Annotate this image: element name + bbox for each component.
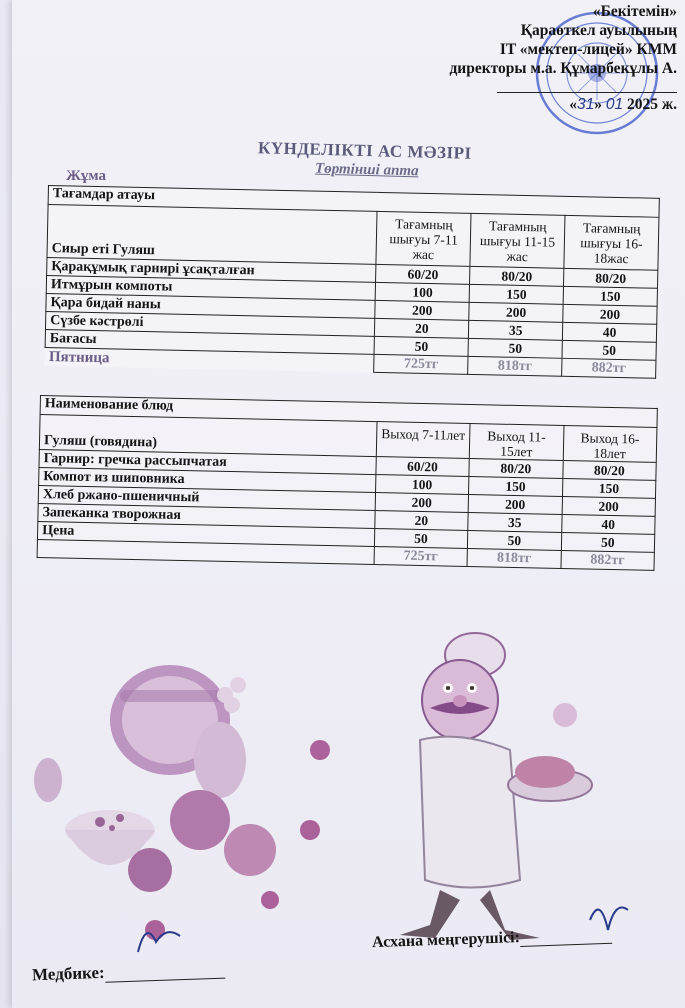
portion-value: 50 — [374, 529, 468, 549]
portion-value: 40 — [562, 322, 656, 342]
age-header: Тағамның шығуы 11-15 жас — [470, 213, 565, 268]
portion-value: 100 — [375, 282, 469, 302]
portion-value: 50 — [374, 336, 468, 356]
portion-value: 150 — [469, 477, 563, 497]
age-header: Тағамның шығуы 16-18жас — [564, 215, 659, 270]
portion-value: 50 — [561, 532, 655, 552]
dish-name: Цена — [37, 521, 374, 546]
approval-date: «31» 01 2025 ж. — [569, 96, 677, 113]
approval-block — [377, 2, 677, 114]
portion-value: 200 — [563, 304, 657, 324]
portion-value: 50 — [468, 338, 562, 358]
portion-value: 60/20 — [376, 264, 470, 284]
date-day: 31 — [577, 96, 595, 113]
portion-value: 200 — [562, 496, 656, 516]
approval-line-4: директоры м.а. Құмарбекұлы А. — [449, 60, 677, 77]
approval-line-3: IT «мектеп-лицей» КММ — [499, 41, 677, 58]
menu-table-kazakh — [44, 185, 660, 379]
menu-table-russian — [37, 395, 658, 571]
portion-value: 200 — [375, 300, 469, 320]
week-label: Төртінші апта — [314, 160, 419, 180]
portion-value: 200 — [469, 302, 563, 322]
approval-line-1: «Бекітемін» — [592, 3, 677, 20]
portion-value: 50 — [468, 530, 562, 550]
portion-value: 50 — [562, 340, 656, 360]
chef-and-food-illustration-icon — [20, 600, 670, 960]
signature-line — [520, 929, 612, 947]
day-label-russian: Пятница — [45, 347, 375, 372]
dish-name: Хлеб ржано-пшеничный — [38, 485, 375, 510]
portion-value: 80/20 — [564, 268, 658, 288]
portion-value: 35 — [469, 320, 563, 340]
portion-value: 40 — [561, 514, 655, 534]
portion-value: 80/20 — [470, 266, 564, 286]
nurse-signature: Медбике: — [32, 959, 225, 986]
portion-value: 35 — [468, 512, 562, 532]
dish-name: Запеканка творожная — [38, 503, 375, 528]
dish-name: Қара бидай наны — [46, 293, 376, 318]
portion-value: 150 — [563, 286, 657, 306]
header-label: Наименование блюд — [40, 396, 657, 428]
price-value: 818тг — [468, 356, 562, 376]
price-value: 818тг — [467, 548, 561, 568]
approval-line-2: Қараөткел ауылының — [520, 22, 677, 39]
date-month: 01 — [605, 96, 624, 113]
dish-name: Итмұрын компоты — [46, 275, 376, 300]
dish-name: Гарнир: гречка рассыпчатая — [39, 449, 376, 474]
day-label-kazakh: Жұма — [66, 168, 106, 184]
portion-value: 60/20 — [376, 457, 470, 477]
price-value: 882тг — [562, 358, 656, 378]
portion-value: 150 — [562, 478, 656, 498]
dish-name: Бағасы — [45, 329, 375, 354]
portion-value: 200 — [375, 493, 469, 513]
portion-value: 200 — [468, 494, 562, 514]
dish-name: Сиыр еті Гуляш — [47, 205, 377, 265]
price-value: 725тг — [374, 354, 468, 374]
age-header: Выход 7-11лет — [376, 422, 470, 459]
dish-name: Гуляш (говядина) — [39, 415, 376, 457]
price-value: 882тг — [561, 550, 655, 570]
portion-value: 150 — [469, 284, 563, 304]
dish-name: Сүзбе кәстрөлі — [45, 311, 375, 336]
header-label: Тағамдар атауы — [48, 186, 659, 218]
price-value: 725тг — [374, 547, 468, 567]
portion-value: 100 — [375, 475, 469, 495]
menu-title: КҮНДЕЛІКТІ АС МӘЗІРІ — [257, 138, 472, 163]
age-header: Тағамның шығуы 7-11 жас — [376, 211, 471, 266]
portion-value: 80/20 — [562, 460, 656, 480]
portion-value: 80/20 — [469, 459, 563, 479]
kitchen-head-signature: Асхана меңгерушісі: — [372, 926, 612, 952]
dish-name: Компот из шиповника — [39, 467, 376, 492]
date-year: 2025 ж. — [627, 96, 677, 113]
age-header: Выход 16-18лет — [563, 425, 657, 462]
portion-value: 20 — [375, 511, 469, 531]
portion-value: 20 — [375, 318, 469, 338]
dish-name: Қарақұмық гарнирі ұсақталған — [47, 257, 377, 282]
director-signature-line — [497, 78, 677, 93]
age-header: Выход 11-15лет — [469, 424, 563, 461]
